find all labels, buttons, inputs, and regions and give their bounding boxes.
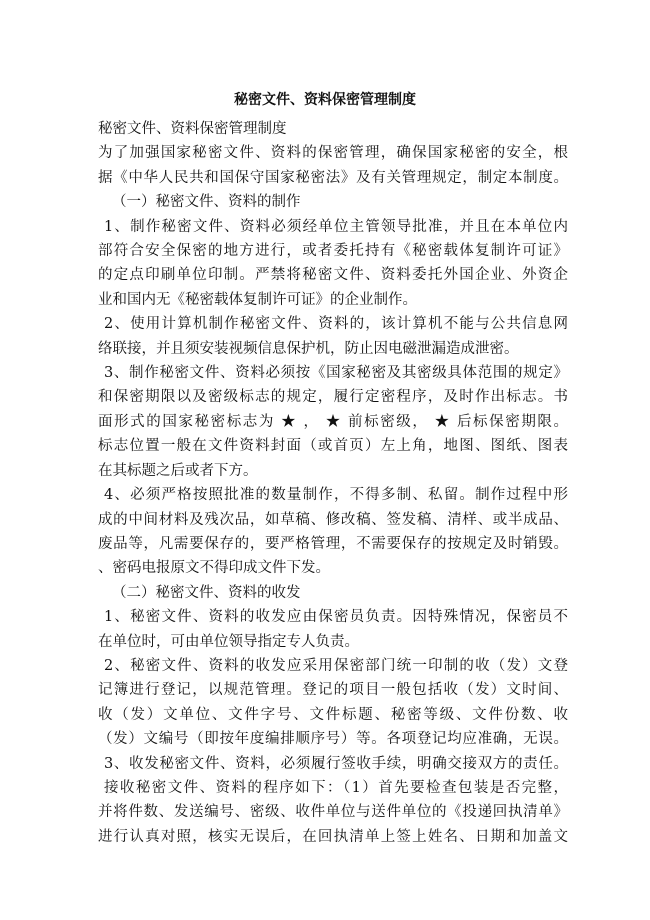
body-line: 在其标题之后或者下方。 [98,462,258,479]
document-body [98,117,568,849]
section-heading: （一）秘密文件、资料的制作 [112,194,301,211]
section-heading: （二）秘密文件、资料的收发 [112,584,301,601]
body-line: 废品等，凡需要保存的，要严格管理，不需要保存的按规定及时销毁。 [98,535,568,552]
body-line: 络联接，并且须安装视频信息保护机，防止因电磁泄漏造成泄密。 [98,340,519,357]
body-line: 、密码电报原文不得印成文件下发。 [98,560,330,577]
body-line: 3、收发秘密文件、资料，必须履行签收手续，明确交接双方的责任。 [104,755,568,772]
body-line: 3、制作秘密文件、资料必须按《国家秘密及其密级具体范围的规定》 [104,365,568,382]
body-line: 部符合安全保密的地方进行，或者委托持有《秘密载体复制许可证》 [98,243,568,260]
body-line: 2、秘密文件、资料的收发应采用保密部门统一印制的收（发）文登 [104,657,568,674]
body-line: 2、使用计算机制作秘密文件、资料的，该计算机不能与公共信息网 [104,316,568,333]
body-line: 在单位时，可由单位领导指定专人负责。 [98,633,359,650]
body-line: 为了加强国家秘密文件、资料的保密管理，确保国家秘密的安全，根 [98,145,568,162]
body-line: 接收秘密文件、资料的程序如下：（1）首先要检查包装是否完整， [104,779,568,796]
body-line: 秘密文件、资料保密管理制度 [98,121,287,137]
body-line: 业和国内无《秘密载体复制许可证》的企业制作。 [98,291,417,308]
body-line: 并将件数、发送编号、密级、收件单位与送件单位的《投递回执清单》 [98,804,568,821]
document-title: 秘密文件、资料保密管理制度 [234,92,416,108]
body-line: 标志位置一般在文件资料封面（或首页）左上角，地图、图纸、图表 [98,438,568,455]
body-line: 进行认真对照，核实无误后，在回执清单上签上姓名、日期和加盖文 [98,828,568,845]
body-line: 记簿进行登记，以规范管理。登记的项目一般包括收（发）文时间、 [98,682,568,699]
body-line: 面形式的国家秘密标志为 ★ ， ★ 前标密级， ★ 后标保密期限。 [98,413,568,430]
body-line: 收（发）文单位、文件字号、文件标题、秘密等级、文件份数、收 [98,706,568,723]
body-line: 和保密期限以及密级标志的规定，履行定密程序，及时作出标志。书 [98,389,568,406]
body-line: 1、制作秘密文件、资料必须经单位主管领导批准，并且在本单位内 [104,218,568,235]
body-line: 1、秘密文件、资料的收发应由保密员负责。因特殊情况，保密员不 [104,609,568,626]
body-line: 据《中华人民共和国保守国家秘密法》及有关管理规定，制定本制度。 [98,169,568,186]
body-line: 4、必须严格按照批准的数量制作，不得多制、私留。制作过程中形 [104,487,568,504]
body-line: 的定点印刷单位印制。严禁将秘密文件、资料委托外国企业、外资企 [98,267,568,284]
body-line: （发）文编号（即按年度编排顺序号）等。各项登记均应准确，无误。 [98,731,568,748]
body-line: 成的中间材料及残次品，如草稿、修改稿、签发稿、清样、或半成品、 [98,511,568,528]
